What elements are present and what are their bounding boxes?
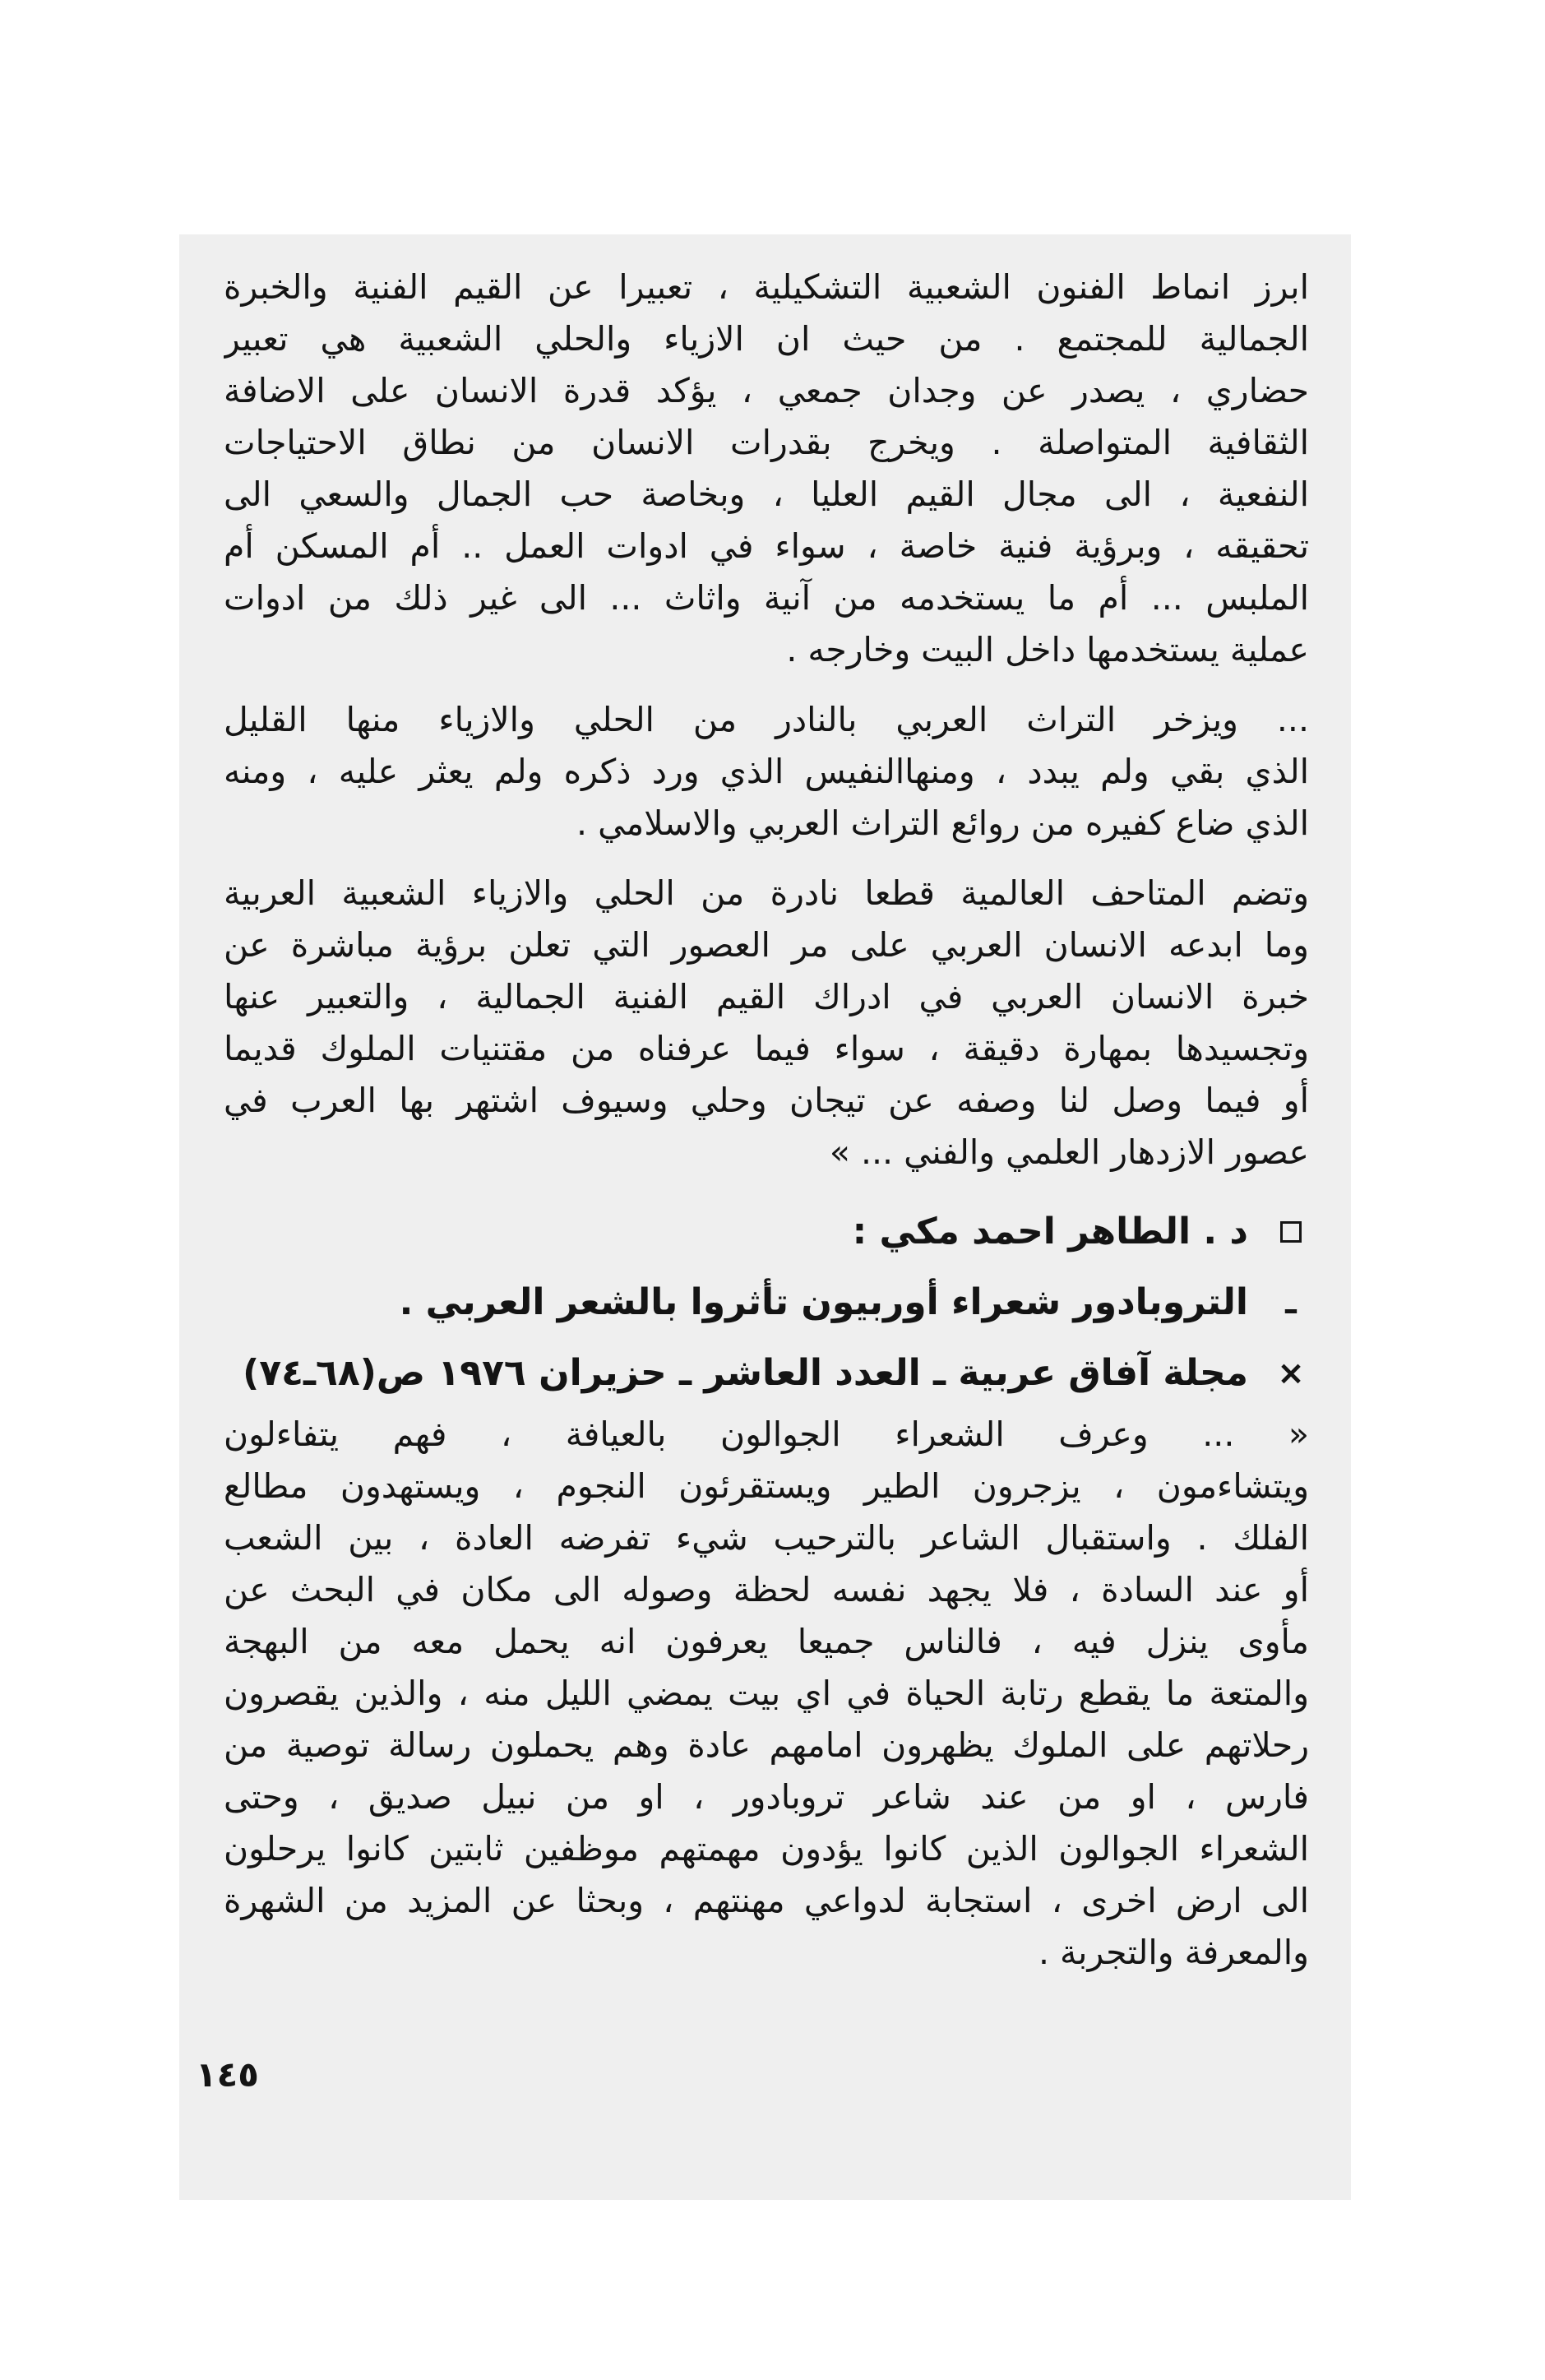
text-line: الشعراء الجوالون الذين كانوا يؤدون مهمتهم موظفين ثابتين كانوا يرحلون (224, 1829, 1309, 1868)
text-line: الجمالية للمجتمع . من حيث ان الازياء والحلي الشعبية هي تعبير (224, 319, 1309, 359)
text-line: خبرة الانسان العربي في ادراك القيم الفنية الجمالية ، والتعبير عنها (224, 977, 1309, 1016)
text-line: أو عند السادة ، فلا يجهد نفسه لحظة وصوله الى مكان في البحث عن (224, 1570, 1309, 1609)
page-number: ١٤٥ (196, 2054, 259, 2095)
text-line: ويتشاءمون ، يزجرون الطير ويستقرئون النجوم ، ويستهدون مطالع (224, 1466, 1309, 1506)
text-line: الى ارض اخرى ، استجابة لدواعي مهنتهم ، وبحثا عن المزيد من الشهرة (224, 1881, 1309, 1920)
reference-author: د . الطاهر احمد مكي : (852, 1211, 1248, 1253)
text-line: وتضم المتاحف العالمية قطعا نادرة من الحلي والازياء الشعبية العربية (224, 873, 1309, 913)
text-line: الثقافية المتواصلة . ويخرج بقدرات الانسان من نطاق الاحتياجات (224, 423, 1309, 462)
reference-source-line (224, 1338, 1309, 1409)
text-line: تحقيقه ، وبرؤية فنية خاصة ، سواء في ادوات العمل .. أم المسكن أم (224, 526, 1309, 566)
dash-marker: ـ (1285, 1284, 1297, 1322)
text-line: والمعرفة والتجربة . (1038, 1933, 1309, 1972)
text-line: النفعية ، الى مجال القيم العليا ، وبخاصة حب الجمال والسعي الى (224, 475, 1309, 514)
text-line: ابرز انماط الفنون الشعبية التشكيلية ، تعبيرا عن القيم الفنية والخبرة (224, 267, 1309, 307)
text-line: رحلاتهم على الملوك يظهرون امامهم عادة وهم يحملون رسالة توصية من (224, 1725, 1309, 1765)
cross-marker: × (1277, 1354, 1305, 1392)
text-line: الذي ضاع كفيره من روائع التراث العربي والاسلامي . (576, 803, 1309, 843)
text-line: مأوى ينزل فيه ، فالناس جميعا يعرفون انه يحمل معه من البهجة (224, 1622, 1309, 1661)
square-bullet-icon (1273, 1197, 1309, 1267)
text-line: أو فيما وصل لنا وصفه عن تيجان وحلي وسيوف اشتهر بها العرب في (224, 1081, 1309, 1120)
text-block (224, 262, 1309, 1979)
quote-paragraph (224, 1409, 1309, 1979)
paragraph-3 (224, 868, 1309, 1178)
text-line: حضاري ، يصدر عن وجدان جمعي ، يؤكد قدرة الانسان على الاضافة (224, 371, 1309, 410)
text-line: والمتعة ما يقطع رتابة الحياة في اي بيت يمضي الليل منه ، والذين يقصرون (224, 1674, 1309, 1713)
paragraph-1 (224, 262, 1309, 676)
text-line: وما ابدعه الانسان العربي على مر العصور التي تعلن برؤية مباشرة عن (224, 925, 1309, 965)
reference-title-line (224, 1267, 1309, 1338)
text-line: عملية يستخدمها داخل البيت وخارجه . (786, 630, 1309, 669)
paragraph-gap (224, 676, 1309, 694)
reference-author-line (224, 1197, 1309, 1267)
text-line: عصور الازدهار العلمي والفني ... » (829, 1132, 1309, 1172)
reference-source: مجلة آفاق عربية ـ العدد العاشر ـ حزيران ١٩٧٦ ص(٦٨ـ٧٤) (243, 1352, 1248, 1394)
text-line: ... ويزخر التراث العربي بالنادر من الحلي والازياء منها القليل (224, 700, 1309, 739)
reference-block (224, 1197, 1309, 1409)
paragraph-gap (224, 1178, 1309, 1197)
text-line: الذي بقي ولم يبدد ، ومنهاالنفيس الذي ورد ذكره ولم يعثر عليه ، ومنه (224, 752, 1309, 791)
reference-title: التروبادور شعراء أوربيون تأثروا بالشعر العربي . (399, 1281, 1248, 1323)
paragraph-gap (224, 850, 1309, 868)
text-line: وتجسيدها بمهارة دقيقة ، سواء فيما عرفناه من مقتنيات الملوك قديما (224, 1029, 1309, 1068)
text-line: « ... وعرف الشعراء الجوالون بالعيافة ، فهم يتفاءلون (224, 1415, 1309, 1454)
paragraph-2 (224, 694, 1309, 850)
text-line: فارس ، او من عند شاعر تروبادور ، او من نبيل صديق ، وحتى (224, 1777, 1309, 1817)
text-line: الفلك . واستقبال الشاعر بالترحيب شيء تفرضه العادة ، بين الشعب (224, 1518, 1309, 1558)
text-line: الملبس ... أم ما يستخدمه من آنية واثاث ... الى غير ذلك من ادوات (224, 578, 1309, 618)
